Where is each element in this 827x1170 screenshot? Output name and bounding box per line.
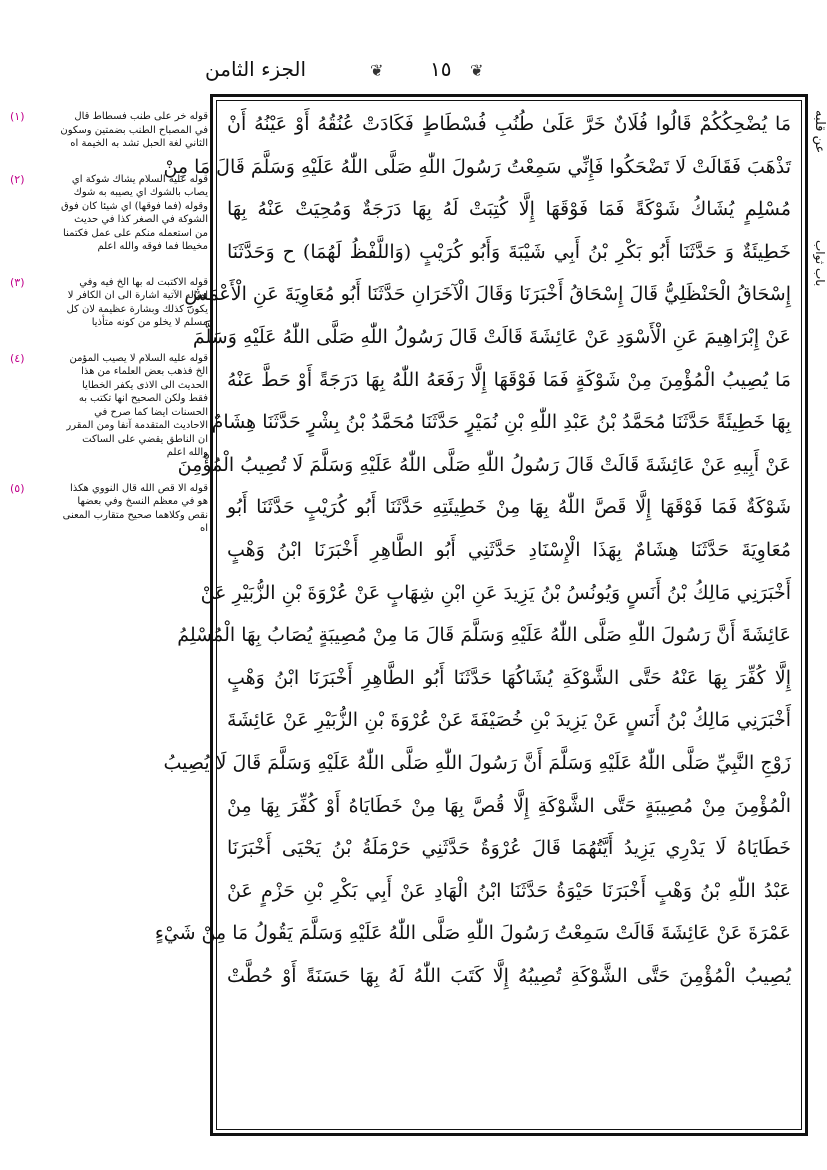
text-line: تَذْهَبَ فَقَالَتْ لَا تَضْحَكُوا فَإِنِّي سَمِعْتُ رَسُولَ اللّٰهِ صَلَّى اللّٰهُ عَلَيْهِ وَسَلَّمَ قَالَ مَا مِنْ [163,155,791,178]
ornament-left-icon: ❦ [370,61,384,80]
footnote [10,110,208,151]
text-line: عَبْدُ اللّٰهِ بْنُ وَهْبٍ أَخْبَرَنَا حَيْوَةُ حَدَّثَنَا ابْنُ الْهَادِ عَنْ أَبِي بَكْرِ بْنِ حَزْمٍ عَنْ [227,879,791,902]
text-line: عَائِشَةَ أَنَّ رَسُولَ اللّٰهِ صَلَّى اللّٰهُ عَلَيْهِ وَسَلَّمَ قَالَ مَا مِنْ مُصِيبَةٍ يُصَابُ بِهَا الْمُسْلِمُ [177,624,791,647]
text-line: خَطَايَاهُ لَا يَدْرِي يَزِيدُ أَيَّتُهُمَا قَالَ عُرْوَةُ حَدَّثَنِي حَرْمَلَةُ بْنُ يَحْيَى أَخْبَرَنَا [227,837,791,860]
text-line: شَوْكَةٌ فَمَا فَوْقَهَا إِلَّا قَصَّ اللّٰهُ بِهَا مِنْ خَطِيئَتِهِ حَدَّثَنَا أَبُو كُرَيْبٍ حَدَّثَنَا أَبُو [227,496,791,519]
text-line: عَنْ أَبِيهِ عَنْ عَائِشَةَ قَالَتْ قَالَ رَسُولُ اللّٰهِ صَلَّى اللّٰهُ عَلَيْهِ وَسَلَّمَ لَا تُصِيبُ الْمُؤْمِنَ [177,453,791,476]
footnote-text: قوله خر على طنب فسطاط قال في المصباح الطنب بضمتين وسكون الثاني لغة الحبل تشد به الخيمة اه [60,111,208,149]
text-line: إِلَّا كُفِّرَ بِهَا عَنْهُ حَتَّى الشَّوْكَةِ يُشَاكُهَا حَدَّثَنَا أَبُو الطَّاهِرِ أَخْبَرَنَا ابْنُ وَهْبٍ [227,666,791,689]
footnote-text: قوله الاكتبت له بها الخ فيه وفي امثاله الآتية اشارة الى ان الكافر لا يكون كذلك وبشارة عظيمة لان كل مسلم لا يخلو من كونه متأذيا [66,276,208,328]
main-text-block [154,100,802,1130]
page-header [200,55,620,91]
text-line: الْمُؤْمِنَ مِنْ مُصِيبَةٍ حَتَّى الشَّوْكَةِ إِلَّا قُصَّ بِهَا مِنْ خَطَايَاهُ أَوْ كُفِّرَ بِهَا مِنْ [227,794,791,817]
text-line: عَمْرَةَ عَنْ عَائِشَةَ قَالَتْ سَمِعْتُ رَسُولَ اللّٰهِ صَلَّى اللّٰهُ عَلَيْهِ وَسَلَّمَ يَقُولُ مَا مِنْ شَيْءٍ [154,922,791,945]
text-line: بِهَا خَطِيئَةً حَدَّثَنَا مُحَمَّدُ بْنُ عَبْدِ اللّٰهِ بْنِ نُمَيْرٍ حَدَّثَنَا مُحَمَّدُ بْنُ بِشْرٍ حَدَّثَنَا هِشَامٌ [211,411,791,434]
text-line: يُصِيبُ الْمُؤْمِنَ حَتَّى الشَّوْكَةِ تُصِيبُهُ إِلَّا كَتَبَ اللّٰهُ لَهُ بِهَا حَسَنَةً أَوْ حُطَّتْ [227,964,791,987]
juz-title: الجزء الثامن [205,57,307,81]
text-line: زَوْجِ النَّبِيِّ صَلَّى اللّٰهُ عَلَيْهِ وَسَلَّمَ أَنَّ رَسُولَ اللّٰهِ صَلَّى اللّٰهُ عَلَيْهِ وَسَلَّمَ قَالَ لَا يُصِيبُ [163,751,791,774]
text-line: أَخْبَرَنِي مَالِكُ بْنُ أَنَسٍ عَنْ يَزِيدَ بْنِ خُصَيْفَةَ عَنْ عُرْوَةَ بْنِ الزُّبَيْرِ عَنْ عَائِشَةَ [227,709,791,732]
footnote-number: (٣) [10,275,25,289]
text-line: أَخْبَرَنِي مَالِكُ بْنُ أَنَسٍ وَيُونُسُ بْنُ يَزِيدَ عَنِ ابْنِ شِهَابٍ عَنْ عُرْوَةَ بْنِ الزُّبَيْرِ عَنْ [200,581,791,604]
text-line: مُسْلِمٍ يُشَاكُ شَوْكَةً فَمَا فَوْقَهَا إِلَّا كُتِبَتْ لَهُ بِهَا دَرَجَةٌ وَمُحِيَتْ عَنْهُ بِهَا [227,198,791,221]
footnote-text: قوله الا قص الله قال النووي هكذا هو في معظم النسخ وفي بعضها نقص وكلاهما صحيح متقارب المعنى اه [62,482,208,534]
text-line: مَا يُصِيبُ الْمُؤْمِنَ مِنْ شَوْكَةٍ فَمَا فَوْقَهَا إِلَّا رَفَعَهُ اللّٰهُ بِهَا دَرَجَةً أَوْ حَطَّ عَنْهُ [227,368,791,391]
text-line: إِسْحَاقُ الْحَنْظَلِيُّ قَالَ إِسْحَاقُ أَخْبَرَنَا وَقَالَ الْآخَرَانِ حَدَّثَنَا أَبُو مُعَاوِيَةَ عَنِ الْأَعْمَشِ [184,283,791,306]
footnote-number: (٥) [10,481,25,495]
text-line: مَا يُضْحِكُكُمْ قَالُوا فُلَانٌ خَرَّ عَلَىٰ طُنُبِ فُسْطَاطٍ فَكَادَتْ عُنُقُهُ أَوْ عَيْنُهُ أَنْ [227,113,791,135]
page-number: ١٥ [430,57,452,81]
text-line: مُعَاوِيَةَ حَدَّثَنَا هِشَامٌ بِهَذَا الْإِسْنَادِ حَدَّثَنِي أَبُو الطَّاهِرِ أَخْبَرَنَا ابْنُ وَهْبٍ [227,538,791,561]
text-line: خَطِيئَةٌ وَ حَدَّثَنَا أَبُو بَكْرِ بْنُ أَبِي شَيْبَةَ وَأَبُو كُرَيْبٍ (وَاللَّفْظُ لَهُمَا) ح وَحَدَّثَنَا [227,240,791,263]
side-margin-top: عن قلبه [812,110,827,154]
footnote-number: (٤) [10,351,25,365]
footnote [10,481,208,536]
footnote-text: قوله عليه السلام يشاك شوكة اي يصاب بالشوك اي يصيبه به شوك وقوله (فما فوقها) اي شيئا كان فوق الشوكة في الصغر كذا في حديث من استعمله منكم على عمل فكتمنا مخيطا فما فوقه والله اعلم [61,173,208,252]
footnote-number: (٢) [10,172,25,186]
ornament-right-icon: ❦ [470,61,484,80]
footnote-text: قوله عليه السلام لا يصيب المؤمن الخ فذهب بعض العلماء من هذا الحديث الى الاذى يكفر الخطايا فقط ولكن الصحيح انها تكتب به الحسنات ايضا كما صرح في الاحاديث المتقدمة آنفا ومن المقرر ان الناطق يقضي على الساكت والله اعلم [66,352,208,458]
footnote-number: (١) [10,110,25,123]
side-margin-middle: باب ثواب [813,240,827,287]
text-line: عَنْ إِبْرَاهِيمَ عَنِ الْأَسْوَدِ عَنْ عَائِشَةَ قَالَتْ قَالَ رَسُولُ اللّٰهِ صَلَّى اللّٰهُ عَلَيْهِ وَسَلَّمَ [192,325,791,348]
